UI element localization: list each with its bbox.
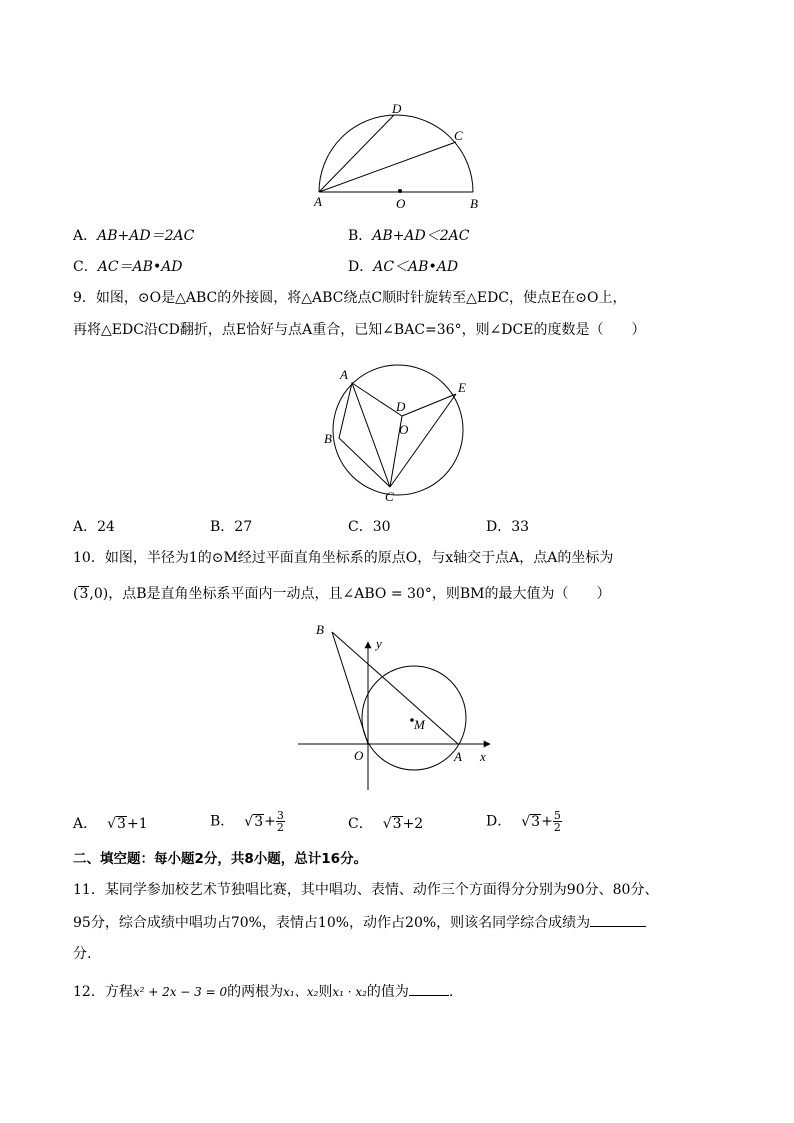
q12-suffix: 的值为: [366, 984, 409, 1000]
sqrt-sign: √: [107, 816, 117, 832]
answer-blank[interactable]: [590, 912, 646, 927]
option-text: AB+AD＝2AC: [97, 228, 195, 244]
label-o: O: [399, 422, 409, 437]
triangle-abc: [339, 383, 390, 487]
sqrt-value: 3: [531, 813, 541, 830]
fraction: [553, 810, 562, 833]
label-d: D: [392, 101, 402, 116]
q12-product: x₁ · x₂: [332, 985, 367, 999]
q10-line2-rest: ，点B是直角坐标系平面内一动点，且∠ABO = 30°，则BM的最大值为（ ）: [108, 586, 611, 602]
sqrt-sign: √: [244, 813, 254, 830]
label-b: B: [470, 196, 478, 211]
option-text: AB+AD＜2AC: [372, 228, 470, 244]
chord-ac: [319, 142, 456, 192]
q9-option-d: [486, 517, 529, 537]
q12-line: [73, 981, 453, 1002]
q12-roots: x₁、x₂: [283, 985, 319, 999]
option-plus: +: [264, 813, 276, 830]
fraction: [276, 810, 285, 833]
option-text: 24: [97, 519, 115, 535]
q10-option-a: [73, 814, 148, 834]
option-text: 30: [372, 519, 391, 535]
option-letter: C．: [348, 816, 373, 832]
q12-mid: 的两根为: [227, 984, 284, 1000]
option-letter: A．: [73, 816, 98, 832]
q8-option-c: [73, 257, 183, 277]
label-a: A: [340, 367, 348, 382]
option-letter: A．: [73, 519, 98, 535]
label-b: B: [324, 431, 332, 446]
label-d: D: [396, 399, 406, 414]
q11-line1: 11．某同学参加校艺术节独唱比赛，其中唱功、表情、动作三个方面得分分别为90分、80分、: [73, 882, 659, 898]
semicircle-arc: [319, 115, 473, 192]
label-b: B: [316, 622, 324, 637]
option-letter: D．: [486, 813, 512, 830]
sqrt-sign: √: [382, 816, 392, 832]
option-rest: +2: [402, 816, 424, 832]
label-y: y: [376, 636, 382, 651]
option-letter: C．: [348, 519, 373, 535]
q10-option-c: [348, 814, 423, 834]
label-e: E: [458, 380, 466, 395]
coord-close: ,0): [89, 586, 109, 602]
q9-option-c: [348, 517, 391, 537]
label-o: O: [396, 196, 406, 211]
option-text: 27: [234, 519, 253, 535]
coord-open: (: [73, 586, 79, 602]
segment-bo: [332, 632, 368, 744]
sqrt-sign: √: [521, 813, 531, 830]
center-o-dot: [398, 189, 402, 193]
answer-blank[interactable]: [409, 981, 449, 996]
segment-ad: [352, 383, 402, 416]
q11-line3: 分.: [73, 946, 92, 962]
label-o: O: [354, 748, 364, 763]
chord-ad: [319, 115, 394, 192]
q12-end: .: [448, 984, 454, 1000]
option-text: AC＝AB•AD: [97, 259, 183, 275]
option-letter: C．: [73, 259, 98, 275]
option-letter: B．: [348, 228, 373, 244]
q9-option-b: [210, 517, 252, 537]
segment-ba: [332, 632, 458, 744]
label-x: x: [480, 749, 486, 764]
q8-figure: [300, 98, 500, 214]
q11-line2-text: 95分，综合成绩中唱功占70%，表情占10%，动作占20%，则该名同学综合成绩为: [73, 915, 591, 931]
label-a: A: [314, 194, 322, 209]
q10-option-d: [486, 810, 562, 833]
option-letter: D．: [486, 519, 512, 535]
q12-then: 则: [318, 984, 333, 1000]
q8-option-b: [348, 226, 470, 246]
label-a: A: [454, 749, 462, 764]
q9-figure: [318, 355, 478, 505]
q10-figure: [294, 620, 504, 800]
option-letter: D．: [348, 259, 374, 275]
q9-option-a: [73, 517, 115, 537]
sqrt-value: 3: [117, 816, 126, 832]
q12-equation: x² + 2x − 3 = 0: [132, 985, 228, 999]
option-letter: B．: [210, 813, 235, 830]
fraction-denominator: 2: [553, 821, 561, 834]
q8-option-a: [73, 226, 194, 246]
fraction-numerator: 3: [276, 809, 284, 822]
coord-sqrt: 3: [79, 586, 89, 602]
label-m: M: [414, 717, 425, 732]
option-letter: A．: [73, 228, 98, 244]
q10-question-line2: [73, 584, 610, 604]
q9-question-line2: 再将△EDC沿CD翻折，点E恰好与点A重合，已知∠BAC=36°，则∠DCE的度数是（ ）: [73, 322, 646, 338]
label-c: C: [385, 489, 394, 504]
option-text: 33: [511, 519, 530, 535]
q11-line2: [73, 912, 646, 933]
fraction-denominator: 2: [276, 821, 284, 834]
option-text: AC＜AB•AD: [373, 259, 459, 275]
q9-question-line1: 9．如图，⊙O是△ABC的外接圆，将△ABC绕点C顺时针旋转至△EDC，使点E在⊙O上，: [73, 290, 627, 306]
sqrt-value: 3: [254, 813, 264, 830]
sqrt-value: 3: [392, 816, 402, 832]
fraction-numerator: 5: [553, 809, 561, 822]
section2-heading: 二、填空题：每小题2分，共8小题，总计16分。: [73, 851, 368, 867]
q8-option-d: [348, 257, 458, 277]
label-c: C: [454, 128, 463, 143]
q10-question-line1: 10．如图，半径为1的⊙M经过平面直角坐标系的原点O，与x轴交于点A，点A的坐标为: [73, 550, 614, 566]
option-letter: B．: [210, 519, 235, 535]
q10-option-b: [210, 810, 285, 833]
option-rest: +1: [126, 816, 148, 832]
q12-prefix: 12．方程: [73, 984, 133, 1000]
option-plus: +: [541, 813, 553, 830]
